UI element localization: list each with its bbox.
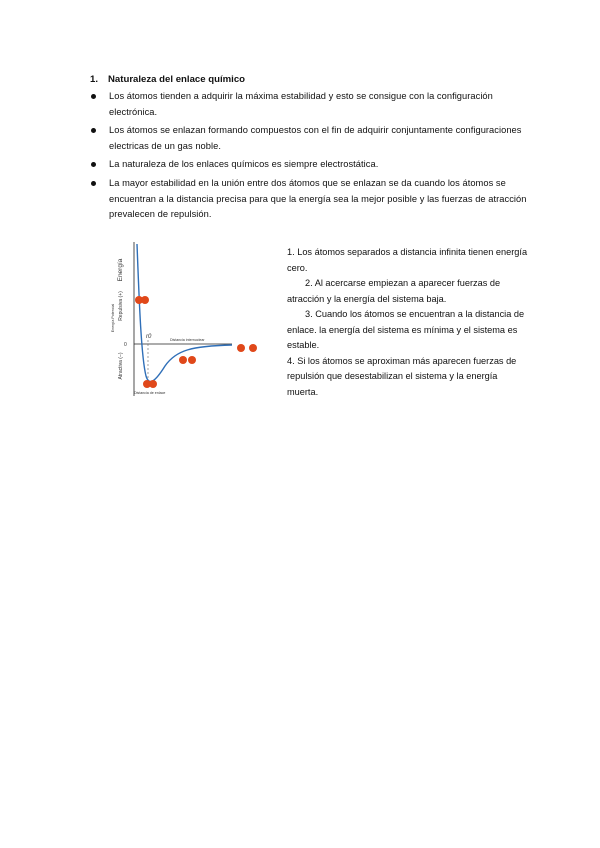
atom-far-left <box>237 344 245 352</box>
note-item: 1. Los átomos separados a distancia infinita tienen energía cero. <box>287 247 528 273</box>
atom-pairs <box>135 296 257 388</box>
bullet-dot-icon <box>91 162 96 167</box>
bullet-dot-icon <box>91 128 96 133</box>
energy-diagram-svg <box>110 236 278 408</box>
note-item: 4. Si los átomos se aproximan más aparecen fuerzas de repulsión que desestabilizan el sistema y la energía muerta. <box>287 355 517 397</box>
bullet-text: Los átomos se enlazan formando compuestos con el fin de adquirir conjuntamente configuraciones electricas de un gas noble. <box>109 125 522 151</box>
bullet-text: La naturaleza de los enlaces químicos es siempre electrostática. <box>109 159 379 170</box>
potential-label: Energía Potencial <box>111 303 115 333</box>
section-heading <box>90 74 245 85</box>
distance-label: Distancia internuclear <box>170 338 205 342</box>
bullet-text: La mayor estabilidad en la unión entre dos átomos que se enlazan se da cuando los átomos se encuentran a la distancia precisa para que la energía sea la mejor posible y las fuerzas de atracción prevalecen de repulsión. <box>109 177 527 220</box>
bullet-list <box>90 89 530 226</box>
bullet-item <box>90 123 530 154</box>
atom-far-right <box>249 344 257 352</box>
energy-diagram <box>110 236 278 408</box>
atom-close-right <box>141 296 149 304</box>
note-item: 2. Al acercarse empiezan a aparecer fuerzas de atracción y la energía del sistema baja. <box>287 278 501 304</box>
attractive-label: Atractiva (−) <box>118 352 124 380</box>
bullet-item <box>90 89 530 120</box>
explanation-notes <box>287 245 529 400</box>
section-title: Naturaleza del enlace químico <box>108 74 246 85</box>
bullet-item <box>90 157 530 173</box>
bullet-text: Los átomos tienden a adquirir la máxima estabilidad y esto se consigue con la configuración electrónica. <box>109 91 493 117</box>
bullet-dot-icon <box>91 94 96 99</box>
atom-bond-right <box>149 380 157 388</box>
repulsive-label: Repulsiva (+) <box>118 291 124 321</box>
r0-label: r0 <box>146 334 152 340</box>
note-item: 3. Cuando los átomos se encuentran a la distancia de enlace. la energía del sistema es mínima y el sistema es estable. <box>287 309 525 350</box>
atom-mid-right <box>188 356 196 364</box>
zero-label: 0 <box>124 342 127 348</box>
energy-axis-label: Energía <box>117 258 124 282</box>
section-number: 1. <box>90 74 99 85</box>
bullet-dot-icon <box>91 181 96 186</box>
atom-mid-left <box>179 356 187 364</box>
min-label: Distancia de enlace <box>134 391 166 395</box>
bullet-item <box>90 176 530 223</box>
